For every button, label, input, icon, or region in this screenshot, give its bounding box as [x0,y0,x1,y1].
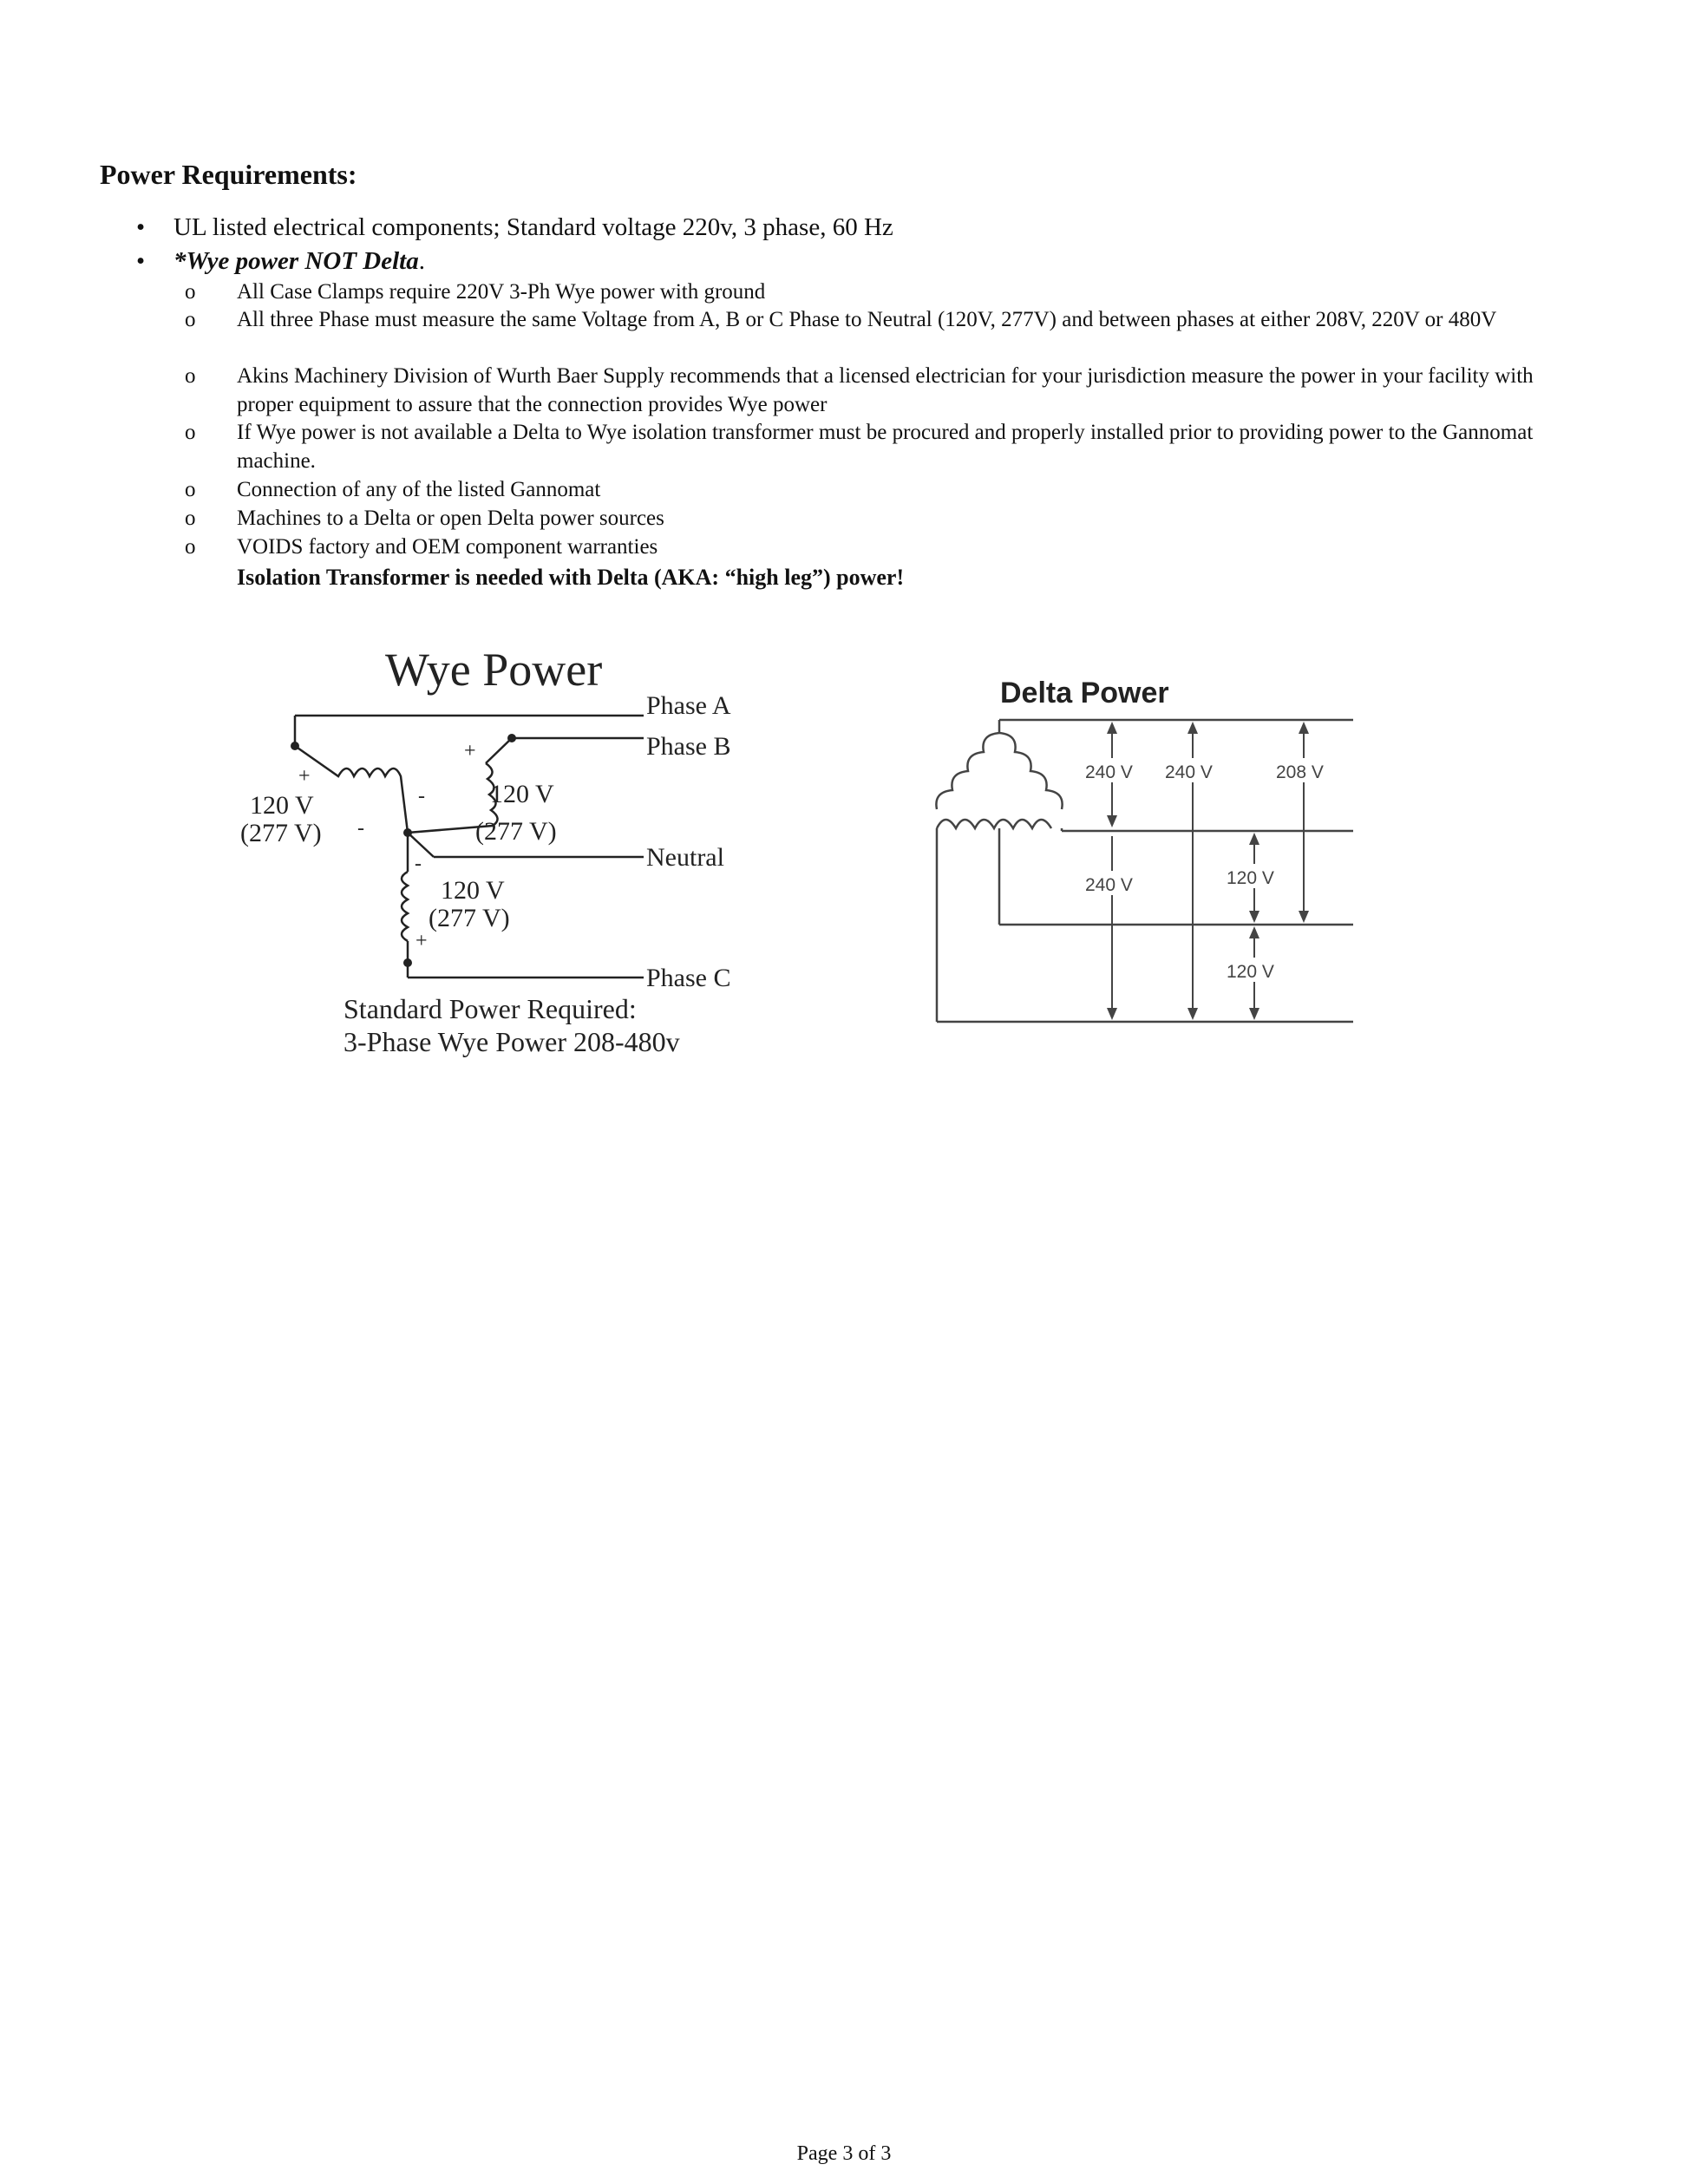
coil-b-plus: + [464,740,476,762]
sub-marker: o [185,364,196,388]
wye-caption-line1: Standard Power Required: [343,993,637,1024]
label-phase-b: Phase B [646,732,731,761]
sub-text: VOIDS factory and OEM component warranties [237,535,658,559]
delta-label-240v: 240 V [1085,762,1133,782]
coil-a-minus: - [357,817,364,840]
sub-text: If Wye power is not available a Delta to Wye isolation transformer must be procured and properly installed prior to providing power to the Gannomat machine. [237,421,1534,473]
bullet-marker: • [136,247,146,275]
coil-b-minus: - [418,785,425,808]
sub-text: Connection of any of the listed Gannomat [237,478,601,501]
sub-text: All three Phase must measure the same Voltage from A, B or C Phase to Neutral (120V, 277V) and between phases at either 208V, 220V or 480V [237,308,1497,331]
wye-caption-line2: 3-Phase Wye Power 208-480v [343,1026,680,1057]
coil-a-plus: + [298,765,311,788]
label-neutral: Neutral [646,843,724,872]
sub-text: Akins Machinery Division of Wurth Baer Supply recommends that a licensed electrician for your jurisdiction measure the power in your facility with proper equipment to assure that the connection provides Wye power [237,364,1534,416]
sub-text: All Case Clamps require 220V 3-Ph Wye power with ground [237,280,766,304]
sub-text: Machines to a Delta or open Delta power sources [237,507,664,530]
coil-b-voltage-alt: (277 V) [475,817,557,846]
coil-c-voltage: 120 V [441,876,505,905]
sub-marker: o [185,478,196,501]
delta-label-208v: 208 V [1276,762,1324,782]
delta-label-120v: 120 V [1227,962,1274,982]
delta-label-240v: 240 V [1085,875,1133,895]
delta-title: Delta Power [1000,677,1169,709]
page-footer: Page 3 of 3 [796,2142,892,2165]
delta-label-240v: 240 V [1165,762,1213,782]
coil-c-voltage-alt: (277 V) [429,904,510,932]
coil-c-plus: + [415,930,428,952]
coil-c-minus: - [415,853,422,875]
delta-label-120v: 120 V [1227,868,1274,888]
sub-marker: o [185,280,196,304]
bullet-marker: • [136,213,146,241]
label-phase-a: Phase A [646,691,731,720]
coil-b-voltage: 120 V [490,780,554,808]
page-title: Power Requirements: [100,159,357,190]
sub-marker: o [185,421,196,444]
bullet-emphasis: *Wye power NOT Delta [173,247,419,275]
sub-marker: o [185,308,196,331]
bullet-text: UL listed electrical components; Standard voltage 220v, 3 phase, 60 Hz [173,213,893,241]
wye-title: Wye Power [385,644,603,696]
label-phase-c: Phase C [646,964,731,992]
coil-a-voltage-alt: (277 V) [240,819,322,847]
coil-a-voltage: 120 V [250,791,314,820]
isolation-note: Isolation Transformer is needed with Delta (AKA: “high leg”) power! [237,565,905,590]
bullet-suffix: . [418,247,425,275]
sub-marker: o [185,507,196,530]
sub-marker: o [185,535,196,559]
